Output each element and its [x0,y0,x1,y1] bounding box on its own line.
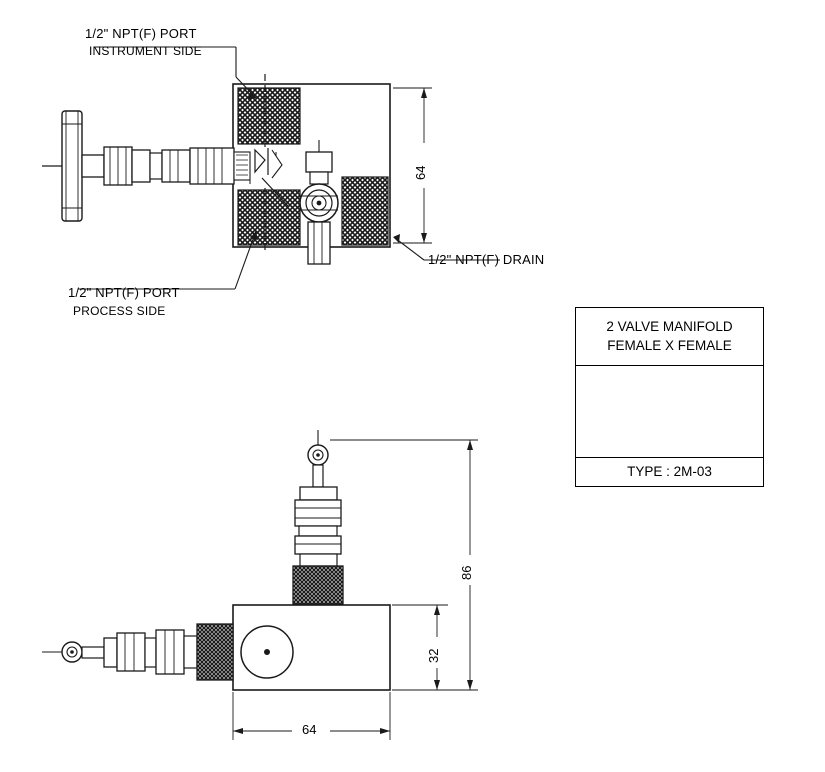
annotation-process-port-line1: 1/2" NPT(F) PORT [68,285,180,300]
front-view [42,430,478,740]
horizontal-valve-assembly [42,624,233,680]
instrument-port-thread [238,88,300,144]
leader-drain-port [395,238,424,260]
dimension-label-32: 32 [426,648,441,663]
dimension-label-86: 86 [459,565,474,580]
annotation-drain-port: 1/2" NPT(F) DRAIN [428,252,545,267]
annotation-process-port-line2: PROCESS SIDE [73,304,166,318]
horizontal-port-thread [197,624,233,680]
vertical-valve-assembly [293,430,343,604]
annotation-instrument-port-line1: 1/2" NPT(F) PORT [85,26,197,41]
legend-title-line2: FEMALE X FEMALE [607,338,732,353]
dimension-label-64-top: 64 [413,165,428,180]
legend-title [576,308,763,366]
drain-port-thread [342,177,388,245]
legend-title-line1: 2 VALVE MANIFOLD [606,319,733,334]
dimension-32 [392,605,448,690]
vertical-port-thread [293,566,343,604]
annotation-instrument-port-line2: INSTRUMENT SIDE [89,44,202,58]
process-port-thread [238,190,300,245]
legend-box [575,307,764,487]
dimension-label-64-front: 64 [302,722,317,737]
legend-type-label: TYPE : 2M-03 [576,457,763,486]
